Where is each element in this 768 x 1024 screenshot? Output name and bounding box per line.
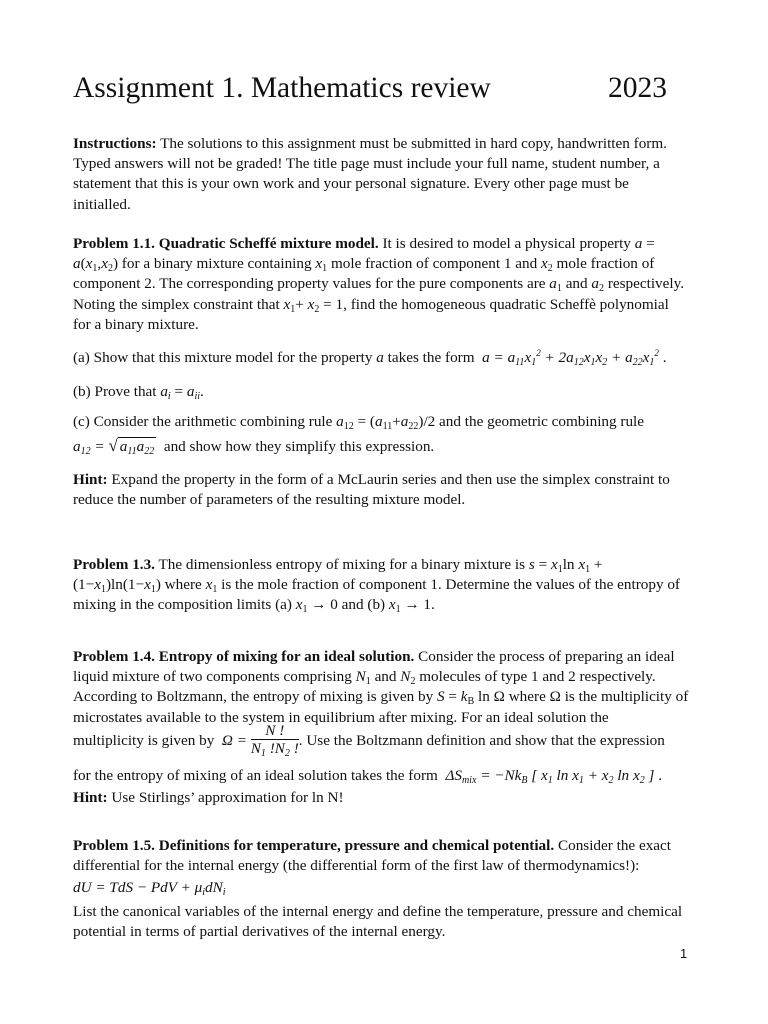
- entropy-mixing-equation: $\Delta S_{mix} = -Nk_B$ [ $x_1$ $\ln x_1 + x_2$ $\ln x_2$ ]: [445, 767, 655, 786]
- problem-1-5-equation: [73, 878, 689, 898]
- problem-1-1-hint: [73, 470, 689, 510]
- internal-energy-equation: dU = TdS − PdV + $\mu_idN_i$: [73, 879, 226, 898]
- page-header: [73, 66, 667, 110]
- problem-1-5-list: [73, 902, 689, 942]
- problem-1-1-intro: Problem 1.1. Quadratic Scheffé mixture model. It is desired to model a physical property $a = a(x_1,x_2)$ for a binary mixture containing $x_1$ mole fraction of component 1 and $x_2$ mole fraction of component 2. The corresponding property values for the pure components are $a_1$ and $a_2$ respectively. Noting the simplex constraint that $x_1+ x_2 = 1$, find the homogeneous quadratic Scheffè polynomial for a binary mixture.: [73, 235, 684, 333]
- problem-1-5-list-text: List the canonical variables of the internal energy and define the temperature, pressure and chemical potential in terms of partial derivatives of the internal energy.: [73, 903, 683, 941]
- problem-1-1-part-a: (a) Show that this mixture model for the property a takes the form $a = a_{11}x_1^2 + 2a_{12}x_1x_2 + a_{22}x_1^2$ .: [73, 348, 667, 368]
- problem-1-1-hint-text: Expand the property in the form of a McLaurin series and then use the simplex constraint to reduce the number of parameters of the resulting mixture model.: [73, 471, 670, 509]
- problem-1-1-hint-label: Hint:: [73, 471, 108, 488]
- instructions-label: Instructions:: [73, 135, 157, 152]
- multiplicity-equation: Ω = $\frac{N !}{N_1 !N_2 !}$: [221, 722, 299, 759]
- problem-1-5-label: Problem 1.5. Definitions for temperature, pressure and chemical potential.: [73, 837, 555, 854]
- problem-1-4-hint-text: Use Stirlings’ approximation for ln N!: [107, 789, 344, 806]
- problem-1-4-intro: Problem 1.4. Entropy of mixing for an ideal solution. Consider the process of preparing an ideal liquid mixture of two components comprising $N_1$ and $N_2$ molecules of type 1 and 2 respectively. According to Boltzmann, the entropy of mixing is given by $S = k_B$ ln Ω where Ω is the multiplicity of microstates available to the system in equilibrium after mixing. For an ideal solution the: [73, 648, 689, 726]
- page-number: 1: [680, 946, 688, 961]
- page-title: Assignment 1. Mathematics review: [73, 72, 491, 104]
- problem-1-3-label: Problem 1.3.: [73, 556, 155, 573]
- problem-1-4-multiplicity: multiplicity is given by Ω = $\frac{N !}{N_1 !N_2 !}$ . Use the Boltzmann definition and show that the expression: [73, 722, 665, 759]
- year-label: 2023: [608, 72, 667, 104]
- problem-1-4-hint-label: Hint:: [73, 789, 108, 806]
- quadratic-model-equation: $a = a_{11}x_1^2 + 2a_{12}x_1x_2 + a_{22}x_1^2$: [482, 348, 659, 368]
- geometric-rule-equation: $a_{12}$ = √ $a_{11}a_{22}$: [73, 436, 155, 458]
- problem-1-4-hint: [73, 788, 689, 808]
- instructions-paragraph: [73, 134, 689, 215]
- problem-1-1-part-c: (c) Consider the arithmetic combining rule $a_{12} = (a_{11}+a_{22})/2$ and the geometric combining rule $a_{12}$ = √ $a_{11}a_{22}$ and show how they simplify this expression.: [73, 413, 645, 458]
- problem-1-1-part-b: (b) Prove that $a_i = a_{ii}$.: [73, 383, 204, 402]
- problem-1-1-label: Problem 1.1. Quadratic Scheffé mixture model.: [73, 235, 379, 252]
- problem-1-4-expression: for the entropy of mixing of an ideal solution takes the form $\Delta S_{mix} = -Nk_B$ [ $x_1$ $\ln x_1 + x_2$ $\ln x_2$ ] .: [73, 767, 662, 786]
- problem-1-5-text: Consider the exact differential for the internal energy (the differential form of the first law of thermodynamics!):: [73, 837, 671, 875]
- problem-1-3: Problem 1.3. The dimensionless entropy of mixing for a binary mixture is $s = x_1\ln$ $x_1 +(1-x_1)\ln(1-x_1)$ where $x_1$ is the mole fraction of component 1. Determine the values of the entropy of mixing in the composition limits (a) $x_1 \to 0$ and (b) $x_1 \to 1$.: [73, 556, 680, 616]
- problem-1-5-intro: [73, 836, 689, 876]
- problem-1-4-label: Problem 1.4. Entropy of mixing for an ideal solution.: [73, 648, 415, 665]
- instructions-text: The solutions to this assignment must be submitted in hard copy, handwritten form. Typed answers will not be graded! The title page must include your full name, student number, a statement that this is your own work and your personal signature. Every other page must be initialled.: [73, 135, 667, 213]
